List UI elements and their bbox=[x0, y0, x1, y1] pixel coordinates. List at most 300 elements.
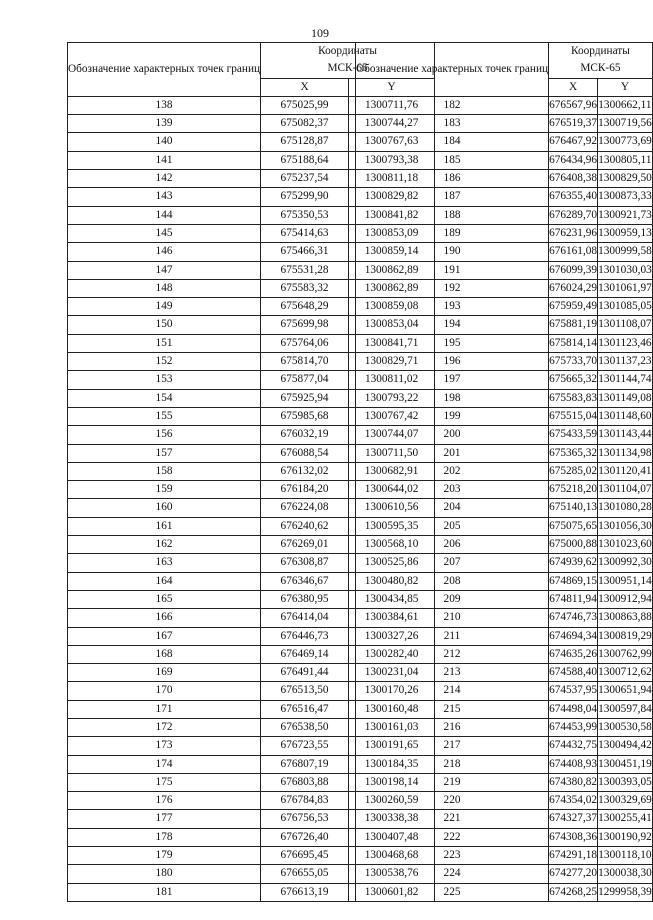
x-coordinate-cell: 674291,18 bbox=[549, 847, 598, 865]
point-code-cell: 210 bbox=[356, 609, 549, 627]
x-coordinate-cell: 675814,70 bbox=[261, 353, 349, 371]
point-code-cell: 199 bbox=[356, 407, 549, 425]
table-row bbox=[356, 810, 653, 828]
y-coordinate-cell: 1300959,13 bbox=[598, 224, 653, 242]
point-code-cell: 217 bbox=[356, 737, 549, 755]
point-code-cell: 168 bbox=[68, 645, 261, 663]
x-coordinate-cell: 674939,62 bbox=[549, 554, 598, 572]
point-code-cell: 215 bbox=[356, 700, 549, 718]
x-coordinate-cell: 675025,99 bbox=[261, 96, 349, 114]
y-column-header: Y bbox=[349, 78, 435, 96]
y-coordinate-cell: 1300525,86 bbox=[349, 554, 435, 572]
table-row bbox=[356, 462, 653, 480]
point-code-cell: 143 bbox=[68, 188, 261, 206]
point-code-cell: 174 bbox=[68, 755, 261, 773]
y-coordinate-cell: 1300744,07 bbox=[349, 426, 435, 444]
point-code-cell: 191 bbox=[356, 261, 549, 279]
y-coordinate-cell: 1300793,22 bbox=[349, 389, 435, 407]
x-column-header: X bbox=[549, 78, 598, 96]
y-coordinate-cell: 1300530,58 bbox=[598, 718, 653, 736]
point-code-cell: 180 bbox=[68, 865, 261, 883]
coordinates-header-line2: МСК-65 bbox=[327, 62, 368, 75]
table-row bbox=[356, 334, 653, 352]
y-coordinate-cell: 1300951,14 bbox=[598, 572, 653, 590]
point-code-cell: 157 bbox=[68, 444, 261, 462]
y-coordinate-cell: 1300853,04 bbox=[349, 316, 435, 334]
y-coordinate-cell: 1300538,76 bbox=[349, 865, 435, 883]
point-code-cell: 183 bbox=[356, 115, 549, 133]
x-coordinate-cell: 675515,04 bbox=[549, 407, 598, 425]
x-coordinate-cell: 676414,04 bbox=[261, 609, 349, 627]
point-code-cell: 200 bbox=[356, 426, 549, 444]
y-coordinate-cell: 1301085,05 bbox=[598, 298, 653, 316]
table-row bbox=[356, 261, 653, 279]
x-coordinate-cell: 676346,67 bbox=[261, 572, 349, 590]
point-code-cell: 141 bbox=[68, 151, 261, 169]
table-row bbox=[356, 773, 653, 791]
y-coordinate-cell: 1301123,46 bbox=[598, 334, 653, 352]
point-code-cell: 202 bbox=[356, 462, 549, 480]
table-row bbox=[356, 828, 653, 846]
point-code-cell: 198 bbox=[356, 389, 549, 407]
y-coordinate-cell: 1300829,82 bbox=[349, 188, 435, 206]
x-coordinate-cell: 676032,19 bbox=[261, 426, 349, 444]
table-row bbox=[356, 444, 653, 462]
table-row bbox=[356, 407, 653, 425]
x-coordinate-cell: 676308,87 bbox=[261, 554, 349, 572]
point-code-cell: 160 bbox=[68, 499, 261, 517]
table-row bbox=[356, 865, 653, 883]
table-row bbox=[356, 133, 653, 151]
x-coordinate-cell: 675925,94 bbox=[261, 389, 349, 407]
x-coordinate-cell: 675414,63 bbox=[261, 224, 349, 242]
y-coordinate-cell: 1300255,41 bbox=[598, 810, 653, 828]
point-code-cell: 139 bbox=[68, 115, 261, 133]
x-coordinate-cell: 676240,62 bbox=[261, 517, 349, 535]
x-coordinate-cell: 676088,54 bbox=[261, 444, 349, 462]
x-coordinate-cell: 676516,47 bbox=[261, 700, 349, 718]
point-code-cell: 175 bbox=[68, 773, 261, 791]
y-coordinate-cell: 1300644,02 bbox=[349, 481, 435, 499]
y-coordinate-cell: 1300260,59 bbox=[349, 792, 435, 810]
x-coordinate-cell: 676519,37 bbox=[549, 115, 598, 133]
y-coordinate-cell: 1300805,11 bbox=[598, 151, 653, 169]
x-coordinate-cell: 675583,32 bbox=[261, 279, 349, 297]
y-coordinate-cell: 1300859,14 bbox=[349, 243, 435, 261]
x-coordinate-cell: 675466,31 bbox=[261, 243, 349, 261]
y-coordinate-cell: 1300912,94 bbox=[598, 590, 653, 608]
table-row bbox=[356, 426, 653, 444]
table-row bbox=[356, 243, 653, 261]
x-coordinate-cell: 674268,25 bbox=[549, 883, 598, 901]
point-code-cell: 225 bbox=[356, 883, 549, 901]
x-coordinate-cell: 676726,40 bbox=[261, 828, 349, 846]
table-row bbox=[356, 627, 653, 645]
y-column-header: Y bbox=[598, 78, 653, 96]
table-row bbox=[356, 279, 653, 297]
point-code-cell: 156 bbox=[68, 426, 261, 444]
y-coordinate-cell: 1300595,35 bbox=[349, 517, 435, 535]
point-code-cell: 188 bbox=[356, 206, 549, 224]
point-code-cell: 216 bbox=[356, 718, 549, 736]
y-coordinate-cell: 1300819,29 bbox=[598, 627, 653, 645]
point-code-cell: 155 bbox=[68, 407, 261, 425]
x-coordinate-cell: 676132,02 bbox=[261, 462, 349, 480]
y-coordinate-cell: 1301137,23 bbox=[598, 353, 653, 371]
point-code-cell: 201 bbox=[356, 444, 549, 462]
y-coordinate-cell: 1301056,30 bbox=[598, 517, 653, 535]
table-row bbox=[356, 206, 653, 224]
y-coordinate-cell: 1300160,48 bbox=[349, 700, 435, 718]
point-code-cell: 214 bbox=[356, 682, 549, 700]
y-coordinate-cell: 1300841,71 bbox=[349, 334, 435, 352]
x-coordinate-cell: 674694,34 bbox=[549, 627, 598, 645]
y-coordinate-cell: 1300853,09 bbox=[349, 224, 435, 242]
table-row bbox=[356, 883, 653, 901]
coordinates-table-right bbox=[355, 42, 653, 902]
table-row bbox=[356, 700, 653, 718]
x-coordinate-cell: 676756,53 bbox=[261, 810, 349, 828]
y-coordinate-cell: 1300231,04 bbox=[349, 664, 435, 682]
y-coordinate-cell: 1300859,08 bbox=[349, 298, 435, 316]
x-coordinate-cell: 675350,53 bbox=[261, 206, 349, 224]
y-coordinate-cell: 1301148,60 bbox=[598, 407, 653, 425]
table-row bbox=[356, 664, 653, 682]
y-coordinate-cell: 1300662,11 bbox=[598, 96, 653, 114]
x-coordinate-cell: 676784,83 bbox=[261, 792, 349, 810]
table-row bbox=[356, 682, 653, 700]
point-code-cell: 151 bbox=[68, 334, 261, 352]
x-coordinate-cell: 676434,96 bbox=[549, 151, 598, 169]
x-column-header: X bbox=[261, 78, 349, 96]
table-row bbox=[356, 590, 653, 608]
point-code-cell: 213 bbox=[356, 664, 549, 682]
point-code-cell: 219 bbox=[356, 773, 549, 791]
x-coordinate-cell: 676538,50 bbox=[261, 718, 349, 736]
x-coordinate-cell: 675814,14 bbox=[549, 334, 598, 352]
y-coordinate-cell: 1300744,27 bbox=[349, 115, 435, 133]
x-coordinate-cell: 674537,95 bbox=[549, 682, 598, 700]
x-coordinate-cell: 676231,96 bbox=[549, 224, 598, 242]
y-coordinate-cell: 1300480,82 bbox=[349, 572, 435, 590]
x-coordinate-cell: 676723,55 bbox=[261, 737, 349, 755]
y-coordinate-cell: 1300719,56 bbox=[598, 115, 653, 133]
x-coordinate-cell: 676408,38 bbox=[549, 170, 598, 188]
x-coordinate-cell: 674354,02 bbox=[549, 792, 598, 810]
point-code-cell: 187 bbox=[356, 188, 549, 206]
table-body-right bbox=[356, 96, 653, 901]
x-coordinate-cell: 676289,70 bbox=[549, 206, 598, 224]
y-coordinate-cell: 1300468,68 bbox=[349, 847, 435, 865]
x-coordinate-cell: 676184,20 bbox=[261, 481, 349, 499]
table-row bbox=[356, 536, 653, 554]
x-coordinate-cell: 675365,32 bbox=[549, 444, 598, 462]
point-code-cell: 163 bbox=[68, 554, 261, 572]
x-coordinate-cell: 675959,49 bbox=[549, 298, 598, 316]
y-coordinate-cell: 1300170,26 bbox=[349, 682, 435, 700]
table-row bbox=[356, 792, 653, 810]
x-coordinate-cell: 675764,06 bbox=[261, 334, 349, 352]
y-coordinate-cell: 1301144,74 bbox=[598, 371, 653, 389]
x-coordinate-cell: 674498,04 bbox=[549, 700, 598, 718]
x-coordinate-cell: 675985,68 bbox=[261, 407, 349, 425]
y-coordinate-cell: 1300999,58 bbox=[598, 243, 653, 261]
y-coordinate-cell: 1300711,50 bbox=[349, 444, 435, 462]
x-coordinate-cell: 674408,93 bbox=[549, 755, 598, 773]
point-code-cell: 161 bbox=[68, 517, 261, 535]
y-coordinate-cell: 1300841,82 bbox=[349, 206, 435, 224]
coordinates-header-line1: Координаты bbox=[318, 45, 377, 57]
page-number: 109 bbox=[311, 26, 329, 40]
table-row bbox=[356, 499, 653, 517]
y-coordinate-cell: 1300038,30 bbox=[598, 865, 653, 883]
point-code-cell: 195 bbox=[356, 334, 549, 352]
y-coordinate-cell: 1300873,33 bbox=[598, 188, 653, 206]
x-coordinate-cell: 676513,50 bbox=[261, 682, 349, 700]
point-code-cell: 212 bbox=[356, 645, 549, 663]
point-code-cell: 152 bbox=[68, 353, 261, 371]
x-coordinate-cell: 676269,01 bbox=[261, 536, 349, 554]
point-code-cell: 158 bbox=[68, 462, 261, 480]
y-coordinate-cell: 1300829,50 bbox=[598, 170, 653, 188]
y-coordinate-cell: 1301120,41 bbox=[598, 462, 653, 480]
table-row bbox=[356, 371, 653, 389]
x-coordinate-cell: 676224,08 bbox=[261, 499, 349, 517]
x-coordinate-cell: 674811,94 bbox=[549, 590, 598, 608]
point-code-cell: 165 bbox=[68, 590, 261, 608]
point-code-cell: 211 bbox=[356, 627, 549, 645]
y-coordinate-cell: 1300327,26 bbox=[349, 627, 435, 645]
y-coordinate-cell: 1300773,69 bbox=[598, 133, 653, 151]
point-code-cell: 173 bbox=[68, 737, 261, 755]
y-coordinate-cell: 1300118,10 bbox=[598, 847, 653, 865]
x-coordinate-cell: 674635,26 bbox=[549, 645, 598, 663]
point-code-cell: 159 bbox=[68, 481, 261, 499]
y-coordinate-cell: 1300811,02 bbox=[349, 371, 435, 389]
coordinates-header bbox=[549, 43, 653, 79]
y-coordinate-cell: 1300161,03 bbox=[349, 718, 435, 736]
point-code-cell: 148 bbox=[68, 279, 261, 297]
x-coordinate-cell: 675285,02 bbox=[549, 462, 598, 480]
table-row bbox=[356, 188, 653, 206]
point-code-cell: 145 bbox=[68, 224, 261, 242]
y-coordinate-cell: 1301030,03 bbox=[598, 261, 653, 279]
point-code-cell: 182 bbox=[356, 96, 549, 114]
point-code-cell: 164 bbox=[68, 572, 261, 590]
x-coordinate-cell: 675075,65 bbox=[549, 517, 598, 535]
y-coordinate-cell: 1300711,76 bbox=[349, 96, 435, 114]
table-row bbox=[356, 224, 653, 242]
y-coordinate-cell: 1300682,91 bbox=[349, 462, 435, 480]
y-coordinate-cell: 1300767,63 bbox=[349, 133, 435, 151]
x-coordinate-cell: 674327,37 bbox=[549, 810, 598, 828]
y-coordinate-cell: 1300601,82 bbox=[349, 883, 435, 901]
y-coordinate-cell: 1300494,42 bbox=[598, 737, 653, 755]
y-coordinate-cell: 1301104,07 bbox=[598, 481, 653, 499]
table-row bbox=[356, 847, 653, 865]
table-row bbox=[356, 645, 653, 663]
x-coordinate-cell: 674869,15 bbox=[549, 572, 598, 590]
y-coordinate-cell: 1300451,19 bbox=[598, 755, 653, 773]
x-coordinate-cell: 676161,08 bbox=[549, 243, 598, 261]
point-code-cell: 184 bbox=[356, 133, 549, 151]
table-row bbox=[356, 115, 653, 133]
table-row bbox=[356, 170, 653, 188]
point-code-cell: 162 bbox=[68, 536, 261, 554]
point-code-cell: 176 bbox=[68, 792, 261, 810]
x-coordinate-cell: 675881,19 bbox=[549, 316, 598, 334]
y-coordinate-cell: 1300793,38 bbox=[349, 151, 435, 169]
point-code-cell: 138 bbox=[68, 96, 261, 114]
point-code-cell: 223 bbox=[356, 847, 549, 865]
point-code-cell: 206 bbox=[356, 536, 549, 554]
point-code-cell: 150 bbox=[68, 316, 261, 334]
x-coordinate-cell: 676567,96 bbox=[549, 96, 598, 114]
point-code-cell: 204 bbox=[356, 499, 549, 517]
y-coordinate-cell: 1300191,65 bbox=[349, 737, 435, 755]
table-row bbox=[356, 353, 653, 371]
y-coordinate-cell: 1301149,08 bbox=[598, 389, 653, 407]
table-row bbox=[356, 316, 653, 334]
y-coordinate-cell: 1300651,94 bbox=[598, 682, 653, 700]
point-code-cell: 208 bbox=[356, 572, 549, 590]
y-coordinate-cell: 1300862,89 bbox=[349, 261, 435, 279]
point-code-cell: 196 bbox=[356, 353, 549, 371]
x-coordinate-cell: 675531,28 bbox=[261, 261, 349, 279]
y-coordinate-cell: 1300338,38 bbox=[349, 810, 435, 828]
x-coordinate-cell: 675000,88 bbox=[549, 536, 598, 554]
point-code-cell: 189 bbox=[356, 224, 549, 242]
x-coordinate-cell: 674380,82 bbox=[549, 773, 598, 791]
y-coordinate-cell: 1300762,99 bbox=[598, 645, 653, 663]
x-coordinate-cell: 675648,29 bbox=[261, 298, 349, 316]
x-coordinate-cell: 675699,98 bbox=[261, 316, 349, 334]
table-row bbox=[356, 554, 653, 572]
x-coordinate-cell: 674746,73 bbox=[549, 609, 598, 627]
y-coordinate-cell: 1300829,71 bbox=[349, 353, 435, 371]
point-code-cell: 170 bbox=[68, 682, 261, 700]
y-coordinate-cell: 1301143,44 bbox=[598, 426, 653, 444]
x-coordinate-cell: 674588,40 bbox=[549, 664, 598, 682]
y-coordinate-cell: 1300198,14 bbox=[349, 773, 435, 791]
x-coordinate-cell: 676803,88 bbox=[261, 773, 349, 791]
point-code-cell: 203 bbox=[356, 481, 549, 499]
point-code-cell: 144 bbox=[68, 206, 261, 224]
x-coordinate-cell: 676446,73 bbox=[261, 627, 349, 645]
y-coordinate-cell: 1300568,10 bbox=[349, 536, 435, 554]
point-code-cell: 153 bbox=[68, 371, 261, 389]
x-coordinate-cell: 675188,64 bbox=[261, 151, 349, 169]
x-coordinate-cell: 675218,20 bbox=[549, 481, 598, 499]
x-coordinate-cell: 675237,54 bbox=[261, 170, 349, 188]
y-coordinate-cell: 1299958,39 bbox=[598, 883, 653, 901]
table-row bbox=[356, 96, 653, 114]
x-coordinate-cell: 676695,45 bbox=[261, 847, 349, 865]
table-row bbox=[356, 718, 653, 736]
x-coordinate-cell: 674277,20 bbox=[549, 865, 598, 883]
x-coordinate-cell: 674453,99 bbox=[549, 718, 598, 736]
table-row bbox=[356, 609, 653, 627]
point-code-cell: 177 bbox=[68, 810, 261, 828]
x-coordinate-cell: 676469,14 bbox=[261, 645, 349, 663]
point-code-cell: 209 bbox=[356, 590, 549, 608]
x-coordinate-cell: 676024,29 bbox=[549, 279, 598, 297]
y-coordinate-cell: 1300767,42 bbox=[349, 407, 435, 425]
x-coordinate-cell: 676807,19 bbox=[261, 755, 349, 773]
x-coordinate-cell: 676613,19 bbox=[261, 883, 349, 901]
y-coordinate-cell: 1301061,97 bbox=[598, 279, 653, 297]
y-coordinate-cell: 1301080,28 bbox=[598, 499, 653, 517]
point-code-cell: 190 bbox=[356, 243, 549, 261]
y-coordinate-cell: 1301023,60 bbox=[598, 536, 653, 554]
point-code-cell: 207 bbox=[356, 554, 549, 572]
point-code-cell: 149 bbox=[68, 298, 261, 316]
y-coordinate-cell: 1300610,56 bbox=[349, 499, 435, 517]
coordinates-header-line1: Координаты bbox=[570, 45, 630, 57]
y-coordinate-cell: 1300811,18 bbox=[349, 170, 435, 188]
y-coordinate-cell: 1300712,62 bbox=[598, 664, 653, 682]
y-coordinate-cell: 1300384,61 bbox=[349, 609, 435, 627]
point-code-cell: 142 bbox=[68, 170, 261, 188]
y-coordinate-cell: 1300184,35 bbox=[349, 755, 435, 773]
point-code-cell: 140 bbox=[68, 133, 261, 151]
point-code-cell: 169 bbox=[68, 664, 261, 682]
x-coordinate-cell: 676655,05 bbox=[261, 865, 349, 883]
point-code-cell: 166 bbox=[68, 609, 261, 627]
x-coordinate-cell: 675583,83 bbox=[549, 389, 598, 407]
y-coordinate-cell: 1300407,48 bbox=[349, 828, 435, 846]
x-coordinate-cell: 675433,59 bbox=[549, 426, 598, 444]
point-code-cell: 194 bbox=[356, 316, 549, 334]
y-coordinate-cell: 1300992,30 bbox=[598, 554, 653, 572]
x-coordinate-cell: 676491,44 bbox=[261, 664, 349, 682]
coordinates-header-line2: МСК-65 bbox=[580, 62, 621, 75]
table-row bbox=[356, 755, 653, 773]
point-code-cell: 154 bbox=[68, 389, 261, 407]
table-row bbox=[356, 151, 653, 169]
table-row bbox=[356, 517, 653, 535]
x-coordinate-cell: 676380,95 bbox=[261, 590, 349, 608]
y-coordinate-cell: 1301134,98 bbox=[598, 444, 653, 462]
x-coordinate-cell: 674432,75 bbox=[549, 737, 598, 755]
point-code-cell: 193 bbox=[356, 298, 549, 316]
x-coordinate-cell: 676099,39 bbox=[549, 261, 598, 279]
x-coordinate-cell: 675140,13 bbox=[549, 499, 598, 517]
point-code-cell: 192 bbox=[356, 279, 549, 297]
table-row bbox=[356, 389, 653, 407]
point-code-cell: 218 bbox=[356, 755, 549, 773]
point-code-cell: 220 bbox=[356, 792, 549, 810]
y-coordinate-cell: 1300863,88 bbox=[598, 609, 653, 627]
point-code-cell: 172 bbox=[68, 718, 261, 736]
x-coordinate-cell: 676467,92 bbox=[549, 133, 598, 151]
table-row bbox=[356, 572, 653, 590]
y-coordinate-cell: 1300282,40 bbox=[349, 645, 435, 663]
y-coordinate-cell: 1300190,92 bbox=[598, 828, 653, 846]
table-row bbox=[356, 737, 653, 755]
y-coordinate-cell: 1300329,69 bbox=[598, 792, 653, 810]
x-coordinate-cell: 675665,32 bbox=[549, 371, 598, 389]
x-coordinate-cell: 675299,90 bbox=[261, 188, 349, 206]
x-coordinate-cell: 675877,04 bbox=[261, 371, 349, 389]
point-code-cell: 167 bbox=[68, 627, 261, 645]
point-code-header: Обозначение характерных точек границ bbox=[68, 43, 261, 97]
point-code-cell: 146 bbox=[68, 243, 261, 261]
point-code-cell: 205 bbox=[356, 517, 549, 535]
x-coordinate-cell: 675733,70 bbox=[549, 353, 598, 371]
point-code-cell: 178 bbox=[68, 828, 261, 846]
table-row bbox=[356, 298, 653, 316]
